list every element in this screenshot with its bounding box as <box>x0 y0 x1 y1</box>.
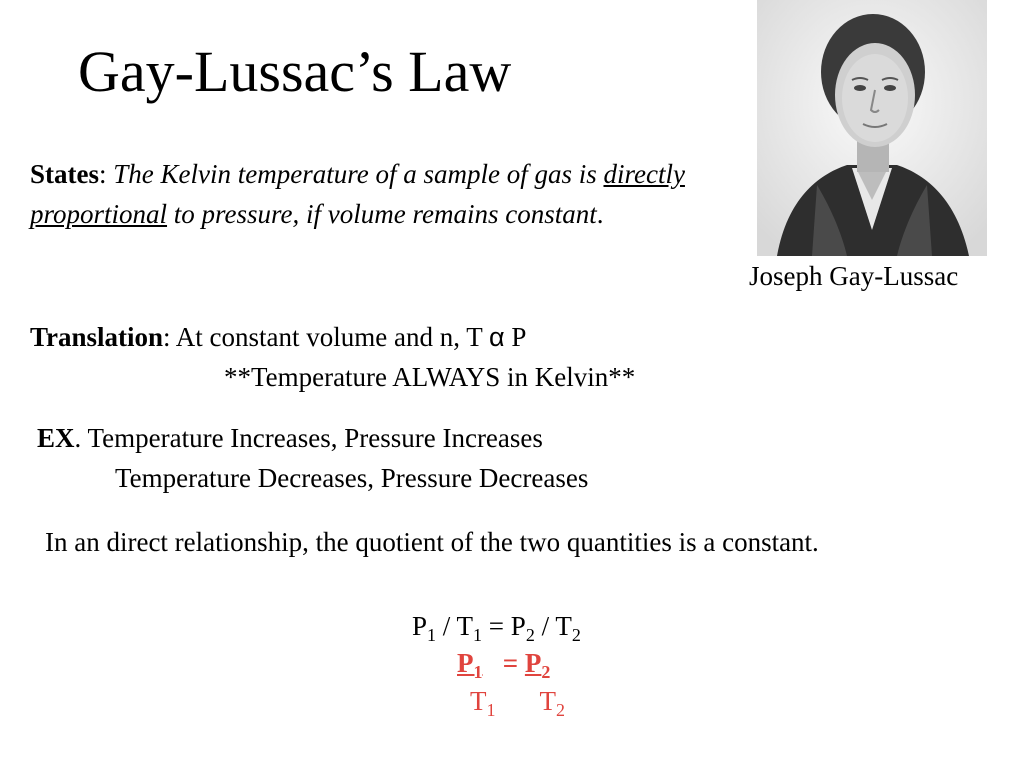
example-line-1 <box>37 420 543 456</box>
eq-t1: T <box>456 611 474 641</box>
kelvin-note: **Temperature ALWAYS in Kelvin** <box>224 362 636 392</box>
frac-t2 <box>539 686 566 720</box>
frac-t2-letter: T <box>539 686 556 716</box>
frac-t1 <box>470 686 496 720</box>
frac-p1-sub: 1 <box>473 662 483 682</box>
frac-t1-letter: T <box>470 686 487 716</box>
states-text-underlined: directly proportional <box>30 159 685 229</box>
frac-p1 <box>457 648 483 682</box>
frac-p2-sub: 2 <box>541 662 551 682</box>
direct-relationship-text: In an direct relationship, the quotient of the two quantities is a constant. <box>45 527 819 557</box>
translation-after-symbol: P <box>504 322 527 352</box>
eq-t2: T <box>555 611 572 641</box>
states-text-a: The Kelvin temperature of a sample of gas is <box>113 159 604 189</box>
slide-title: Gay-Lussac’s Law <box>78 39 512 104</box>
example-line-1-text: . Temperature Increases, Pressure Increases <box>74 423 543 453</box>
eq-slash-2: / <box>534 611 556 641</box>
fraction-denominators <box>470 683 565 728</box>
frac-t2-sub: 2 <box>556 700 565 720</box>
eq-equals: = <box>482 611 511 641</box>
frac-p1-letter: P <box>457 648 474 678</box>
states-label: States <box>30 159 99 189</box>
states-text-b: to pressure, if volume remains constant <box>167 199 597 229</box>
proportional-symbol: α <box>489 322 505 352</box>
states-colon: : <box>99 159 114 189</box>
portrait-drawing <box>757 0 987 256</box>
eq-t2-sub: 2 <box>571 625 581 645</box>
example-label: EX <box>37 423 75 453</box>
translation-label: Translation <box>30 322 164 352</box>
eq-t1-sub: 1 <box>473 625 483 645</box>
example-line-2: Temperature Decreases, Pressure Decreases <box>115 463 589 493</box>
frac-p2 <box>524 648 551 682</box>
frac-p2-letter: P <box>524 648 542 678</box>
eq-slash-1: / <box>436 611 457 641</box>
frac-equals: = <box>482 648 525 678</box>
translation-text: : At constant volume and n, T <box>163 322 490 352</box>
eq-p1-sub: 1 <box>427 625 437 645</box>
frac-t1-sub: 1 <box>486 700 496 720</box>
eq-p2-sub: 2 <box>525 625 535 645</box>
portrait-caption: Joseph Gay-Lussac <box>749 261 959 291</box>
eq-p2: P <box>510 611 526 641</box>
portrait-image <box>757 0 987 256</box>
translation-line <box>30 319 526 355</box>
eq-p1: P <box>412 611 428 641</box>
states-period: . <box>596 199 604 229</box>
states-paragraph <box>30 154 750 234</box>
